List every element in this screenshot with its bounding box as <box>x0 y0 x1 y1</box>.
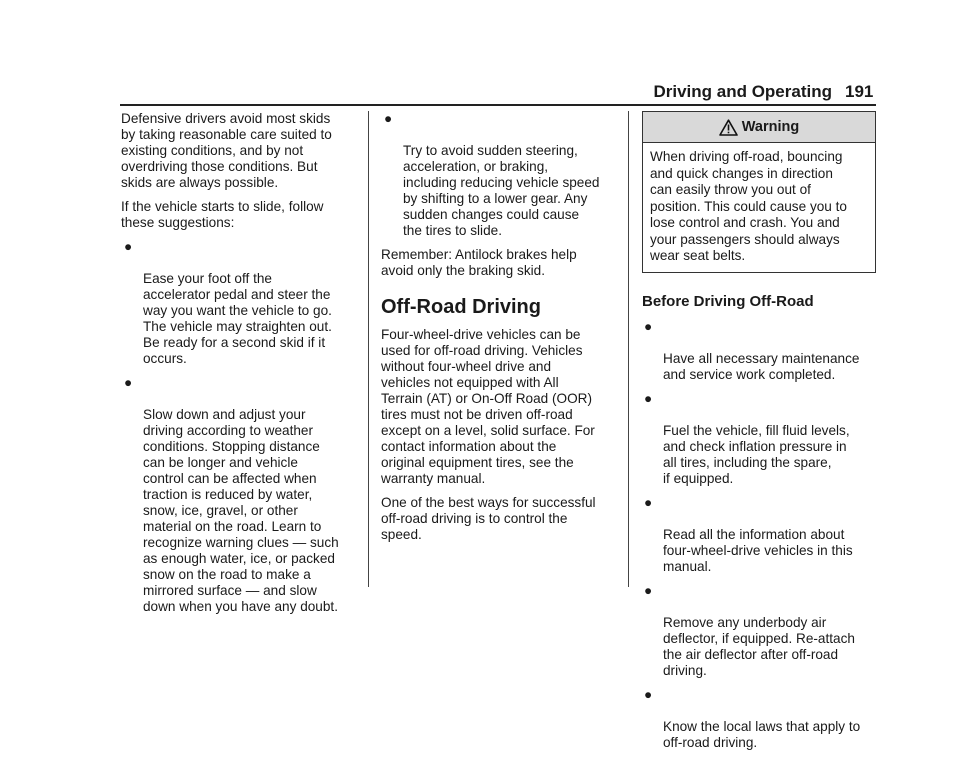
bullet-icon: ● <box>644 494 653 510</box>
bullet-icon: ● <box>644 390 653 406</box>
remember-paragraph: Remember: Antilock brakes help avoid only the braking skid. <box>381 247 577 278</box>
warning-triangle-icon <box>719 119 738 136</box>
bullet-icon: ● <box>124 375 133 390</box>
list-item-text: Try to avoid sudden steering, acceleration, or braking, including reducing vehicle speed by shifting to a lower gear. Any sudden changes could cause the tires to slide. <box>403 143 600 238</box>
column-1 <box>121 111 361 623</box>
page-header <box>0 82 960 102</box>
section-title: Driving and Operating <box>653 82 832 101</box>
list-item <box>121 239 361 367</box>
header-rule <box>120 104 876 106</box>
bullet-icon: ● <box>644 318 653 334</box>
list-item <box>641 319 879 383</box>
speed-paragraph: One of the best ways for successful off-road driving is to control the speed. <box>381 495 596 542</box>
list-item <box>641 583 879 679</box>
list-item-text: Fuel the vehicle, fill fluid levels, and check inflation pressure in all tires, including the spare, if equipped. <box>663 422 850 486</box>
list-item-text: Ease your foot off the accelerator pedal and steer the way you want the vehicle to go. The vehicle may straighten out. Be ready for a second skid if it occurs. <box>143 271 332 366</box>
column-divider <box>628 111 629 587</box>
column-2 <box>381 111 621 551</box>
off-road-paragraph: Four-wheel-drive vehicles can be used for off-road driving. Vehicles without four-wheel drive and vehicles not equipped with All Terrain (AT) or On-Off Road (OOR) tires must not be driven off-road except on a level, solid surface. For contact information about the original equipment tires, see the warranty manual. <box>381 327 595 486</box>
slide-paragraph: If the vehicle starts to slide, follow these suggestions: <box>121 199 324 230</box>
list-item <box>641 495 879 575</box>
list-item <box>381 111 621 239</box>
column-3 <box>641 111 879 759</box>
warning-title: Warning <box>741 119 800 135</box>
bullet-icon: ● <box>384 111 393 126</box>
list-item-text: Have all necessary maintenance and service work completed. <box>663 350 860 382</box>
list-item-text: Read all the information about four-wheel-drive vehicles in this manual. <box>663 526 853 574</box>
warning-body: When driving off-road, bouncing and quick changes in direction can easily throw you out of position. This could cause you to lose control and crash. You and your passengers should always wear seat belts. <box>650 149 847 263</box>
list-item <box>641 391 879 487</box>
warning-box <box>642 111 876 273</box>
bullet-icon: ● <box>644 686 653 702</box>
intro-paragraph: Defensive drivers avoid most skids by taking reasonable care suited to existing conditions, and by not overdriving those conditions. But skids are always possible. <box>121 111 332 190</box>
column-divider <box>368 111 369 587</box>
bullet-icon: ● <box>124 239 133 254</box>
list-item <box>641 687 879 751</box>
list-item-text: Know the local laws that apply to off-road driving. <box>663 718 861 750</box>
page-number: 191 <box>845 82 874 101</box>
before-off-road-heading: Before Driving Off-Road <box>642 292 814 310</box>
warning-header <box>643 112 875 143</box>
list-item-text: Slow down and adjust your driving according to weather conditions. Stopping distance can be longer and vehicle control can be affected when traction is reduced by water, snow, ice, gravel, or other material on the road. Learn to recognize warning clues — such as enough water, ice, or packed snow on the road to make a mirrored surface — and slow down when you have any doubt. <box>143 407 339 614</box>
list-item <box>121 375 361 615</box>
off-road-heading: Off-Road Driving <box>381 296 541 318</box>
bullet-icon: ● <box>644 582 653 598</box>
list-item-text: Remove any underbody air deflector, if equipped. Re-attach the air deflector after off-road driving. <box>663 614 855 678</box>
